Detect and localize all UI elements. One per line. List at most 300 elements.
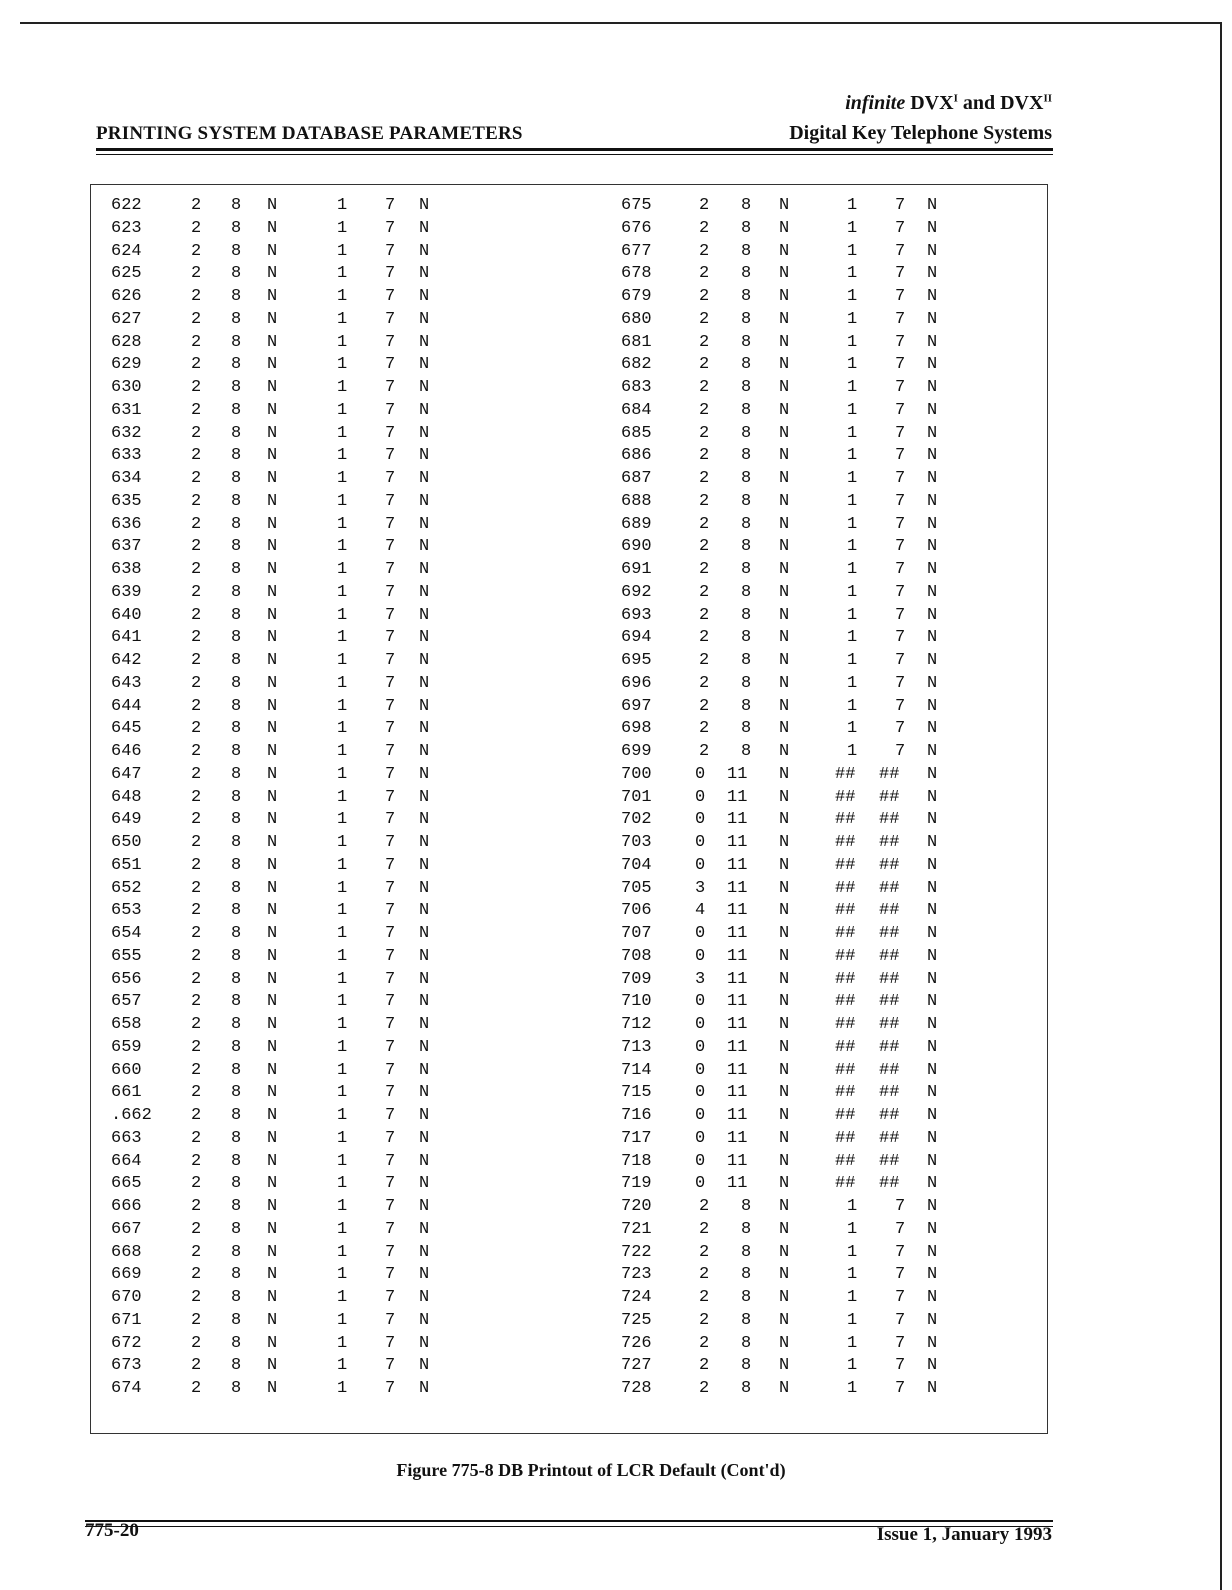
- table-cell: N: [419, 196, 430, 215]
- table-cell: 1: [847, 560, 858, 579]
- table-cell: 1: [337, 673, 348, 693]
- table-cell-route-number: 713: [621, 1037, 652, 1057]
- table-cell: N: [779, 355, 790, 375]
- table-cell: N: [267, 742, 278, 761]
- table-cell: 11: [727, 1083, 748, 1103]
- table-cell: 4: [695, 901, 706, 921]
- table-cell: N: [267, 241, 278, 261]
- table-cell: ##: [879, 1037, 900, 1057]
- table-cell: 7: [385, 355, 396, 375]
- table-cell: N: [927, 1106, 938, 1125]
- table-cell: ##: [835, 992, 856, 1012]
- table-cell: 11: [727, 1128, 748, 1148]
- table-cell: 7: [895, 287, 906, 306]
- table-cell: 2: [191, 196, 202, 215]
- table-cell-route-number: 696: [621, 673, 652, 693]
- table-cell: N: [267, 1197, 278, 1216]
- table-cell: N: [779, 241, 790, 261]
- table-cell-route-number: 719: [621, 1174, 652, 1194]
- table-cell: 1: [337, 992, 348, 1012]
- table-cell-route-number: 649: [111, 810, 142, 830]
- table-cell: 2: [191, 309, 202, 329]
- table-cell: 1: [337, 469, 348, 488]
- table-cell: 7: [385, 1060, 396, 1080]
- table-cell-route-number: 721: [621, 1219, 652, 1239]
- table-cell: N: [419, 491, 430, 511]
- table-cell: 7: [385, 332, 396, 352]
- table-cell: 7: [895, 742, 906, 761]
- table-cell: 2: [191, 400, 202, 420]
- table-cell: 7: [385, 878, 396, 898]
- table-cell-route-number: 712: [621, 1015, 652, 1034]
- table-cell: N: [267, 855, 278, 875]
- table-cell: N: [927, 1083, 938, 1103]
- table-cell: N: [419, 742, 430, 761]
- product-sup-2: II: [1043, 92, 1052, 105]
- table-cell: N: [267, 1242, 278, 1262]
- table-cell-route-number: 688: [621, 491, 652, 511]
- table-cell: N: [927, 742, 938, 761]
- table-cell: N: [267, 355, 278, 375]
- table-cell: N: [779, 1083, 790, 1103]
- table-cell: 7: [385, 400, 396, 420]
- table-cell: 8: [231, 1197, 242, 1216]
- table-cell: 7: [895, 673, 906, 693]
- table-cell: N: [779, 605, 790, 625]
- table-cell: 2: [699, 1379, 710, 1398]
- table-cell: 0: [695, 1015, 706, 1034]
- table-cell: ##: [835, 810, 856, 830]
- table-cell: 2: [191, 719, 202, 739]
- table-cell: N: [927, 1265, 938, 1285]
- table-cell: 1: [337, 764, 348, 784]
- table-cell: N: [927, 491, 938, 511]
- page-number: 775-20: [85, 1520, 139, 1541]
- table-cell-route-number: 637: [111, 537, 142, 557]
- table-cell: 2: [699, 560, 710, 579]
- table-cell: N: [779, 1219, 790, 1239]
- table-cell: 1: [337, 1379, 348, 1398]
- table-cell: ##: [835, 1015, 856, 1034]
- table-cell: 1: [847, 1310, 858, 1330]
- table-cell: N: [419, 537, 430, 557]
- table-cell: N: [779, 1174, 790, 1194]
- table-cell: N: [267, 378, 278, 397]
- table-cell: 8: [741, 1242, 752, 1262]
- table-cell: 8: [231, 924, 242, 943]
- table-cell: 2: [699, 287, 710, 306]
- table-cell: N: [927, 469, 938, 488]
- table-cell: N: [927, 1333, 938, 1353]
- table-cell-route-number: 655: [111, 946, 142, 966]
- table-cell-route-number: 646: [111, 742, 142, 761]
- product-and-dvx: and DVX: [962, 92, 1044, 114]
- table-cell: 1: [847, 719, 858, 739]
- table-cell: 7: [385, 992, 396, 1012]
- table-cell-route-number: 665: [111, 1174, 142, 1194]
- table-cell: N: [779, 560, 790, 579]
- table-cell: N: [927, 787, 938, 807]
- table-cell: N: [779, 1106, 790, 1125]
- table-cell: 8: [231, 764, 242, 784]
- table-cell: 8: [231, 969, 242, 989]
- table-cell: 2: [191, 810, 202, 830]
- table-cell: 2: [191, 1037, 202, 1057]
- table-cell: 7: [385, 1037, 396, 1057]
- table-cell: N: [779, 901, 790, 921]
- table-cell: 8: [231, 810, 242, 830]
- table-cell-route-number: 624: [111, 241, 142, 261]
- table-cell: 2: [191, 1151, 202, 1171]
- table-cell: 1: [337, 332, 348, 352]
- table-cell: 8: [741, 378, 752, 397]
- table-cell: 7: [385, 1219, 396, 1239]
- table-cell: 8: [231, 1151, 242, 1171]
- table-cell: 1: [847, 605, 858, 625]
- table-cell: 2: [191, 1174, 202, 1194]
- table-cell: ##: [835, 1174, 856, 1194]
- table-cell: N: [267, 719, 278, 739]
- table-cell: 8: [741, 491, 752, 511]
- table-cell: N: [779, 537, 790, 557]
- table-cell: 8: [231, 946, 242, 966]
- table-cell: 0: [695, 810, 706, 830]
- table-cell: 7: [385, 560, 396, 579]
- table-cell: 7: [385, 423, 396, 443]
- table-cell: N: [927, 378, 938, 397]
- table-cell: 8: [231, 378, 242, 397]
- table-cell-route-number: 640: [111, 605, 142, 625]
- table-cell: N: [419, 1219, 430, 1239]
- table-cell: 2: [191, 696, 202, 716]
- table-cell: N: [419, 1356, 430, 1376]
- table-cell: 1: [337, 400, 348, 420]
- table-cell: N: [779, 514, 790, 534]
- table-cell: 1: [337, 1128, 348, 1148]
- table-cell: 2: [191, 969, 202, 989]
- table-cell: N: [419, 332, 430, 352]
- table-cell: N: [779, 1197, 790, 1216]
- table-cell: 8: [741, 651, 752, 670]
- table-cell: N: [267, 309, 278, 329]
- table-cell: 1: [337, 1015, 348, 1034]
- issue-date: Issue 1, January 1993: [876, 1524, 1052, 1545]
- table-cell: 7: [895, 309, 906, 329]
- table-cell: 1: [337, 1037, 348, 1057]
- table-cell: 7: [895, 560, 906, 579]
- table-cell: 8: [741, 355, 752, 375]
- table-cell: 2: [191, 537, 202, 557]
- table-cell: N: [927, 924, 938, 943]
- table-cell: N: [779, 764, 790, 784]
- table-cell: 7: [385, 1265, 396, 1285]
- table-cell: 8: [231, 833, 242, 852]
- table-cell: N: [779, 1128, 790, 1148]
- table-cell: 7: [895, 1197, 906, 1216]
- table-cell: 7: [385, 833, 396, 852]
- table-cell: N: [927, 628, 938, 648]
- table-cell: 1: [847, 469, 858, 488]
- table-cell: N: [927, 1219, 938, 1239]
- table-cell: N: [267, 218, 278, 238]
- table-cell: 11: [727, 992, 748, 1012]
- table-cell: 0: [695, 1083, 706, 1103]
- table-cell: N: [779, 719, 790, 739]
- table-cell: 7: [895, 1265, 906, 1285]
- table-cell: N: [267, 924, 278, 943]
- table-cell: N: [927, 1242, 938, 1262]
- table-cell: N: [927, 878, 938, 898]
- table-cell: 11: [727, 1037, 748, 1057]
- table-cell: 7: [895, 1379, 906, 1398]
- table-cell: 8: [231, 787, 242, 807]
- table-cell: 2: [191, 673, 202, 693]
- table-cell: 7: [895, 446, 906, 466]
- table-cell: N: [419, 1037, 430, 1057]
- table-cell: N: [419, 924, 430, 943]
- product-italic: infinite: [845, 92, 906, 114]
- product-title: [845, 92, 1052, 115]
- table-cell: 2: [699, 309, 710, 329]
- table-cell: 8: [231, 332, 242, 352]
- table-cell-route-number: 725: [621, 1310, 652, 1330]
- table-cell: N: [267, 582, 278, 602]
- table-cell: 2: [699, 1310, 710, 1330]
- table-cell: 8: [231, 196, 242, 215]
- table-cell: 11: [727, 1106, 748, 1125]
- table-cell: 1: [337, 1174, 348, 1194]
- table-cell: N: [267, 1060, 278, 1080]
- table-cell: 7: [385, 1083, 396, 1103]
- table-cell: ##: [879, 1174, 900, 1194]
- product-sup-1: I: [953, 92, 958, 105]
- table-cell: N: [419, 992, 430, 1012]
- table-cell: N: [927, 1037, 938, 1057]
- table-cell: 2: [191, 1060, 202, 1080]
- table-cell: 2: [699, 355, 710, 375]
- table-cell: 1: [847, 400, 858, 420]
- table-cell: ##: [879, 924, 900, 943]
- table-cell: 7: [895, 1288, 906, 1307]
- table-cell-route-number: 701: [621, 787, 652, 807]
- table-cell-route-number: 710: [621, 992, 652, 1012]
- table-cell: 7: [385, 378, 396, 397]
- table-cell: 1: [337, 924, 348, 943]
- table-cell: 7: [895, 378, 906, 397]
- table-cell: 7: [385, 605, 396, 625]
- table-cell: 2: [699, 514, 710, 534]
- table-cell: 1: [337, 355, 348, 375]
- table-cell: ##: [879, 878, 900, 898]
- table-cell: 2: [699, 1333, 710, 1353]
- table-cell: 7: [385, 1242, 396, 1262]
- table-cell: N: [267, 1128, 278, 1148]
- table-cell-route-number: 674: [111, 1379, 142, 1398]
- table-cell: 2: [191, 742, 202, 761]
- table-cell: 11: [727, 1151, 748, 1171]
- table-cell: 8: [231, 1015, 242, 1034]
- table-cell: 8: [231, 400, 242, 420]
- table-cell: 7: [385, 582, 396, 602]
- table-cell-route-number: 707: [621, 924, 652, 943]
- table-cell: N: [779, 1288, 790, 1307]
- table-cell: N: [419, 1015, 430, 1034]
- table-cell: 2: [191, 833, 202, 852]
- table-cell: 1: [847, 309, 858, 329]
- table-cell: N: [779, 287, 790, 306]
- table-cell: N: [419, 628, 430, 648]
- table-cell-route-number: 650: [111, 833, 142, 852]
- table-cell: 7: [895, 696, 906, 716]
- system-title: Digital Key Telephone Systems: [789, 122, 1052, 144]
- table-cell: 2: [699, 332, 710, 352]
- footer-rule-thick: [85, 1520, 1053, 1522]
- table-cell: 11: [727, 764, 748, 784]
- table-cell: N: [419, 878, 430, 898]
- table-cell: N: [927, 400, 938, 420]
- table-cell: 2: [191, 946, 202, 966]
- table-cell: 2: [191, 787, 202, 807]
- table-cell: 8: [231, 855, 242, 875]
- table-cell: N: [419, 560, 430, 579]
- table-cell-route-number: 661: [111, 1083, 142, 1103]
- table-cell: 8: [231, 1333, 242, 1353]
- table-cell: 1: [337, 264, 348, 284]
- table-cell: N: [419, 264, 430, 284]
- table-cell-route-number: 676: [621, 218, 652, 238]
- table-cell: 8: [231, 901, 242, 921]
- table-cell: N: [779, 423, 790, 443]
- table-cell: ##: [879, 1106, 900, 1125]
- table-cell: 2: [699, 378, 710, 397]
- table-cell: 7: [385, 810, 396, 830]
- table-cell: 8: [231, 742, 242, 761]
- table-cell: N: [927, 423, 938, 443]
- table-cell: ##: [879, 901, 900, 921]
- table-cell: N: [927, 1288, 938, 1307]
- table-cell: 8: [231, 628, 242, 648]
- table-cell: N: [419, 423, 430, 443]
- table-cell: N: [267, 1083, 278, 1103]
- table-cell: N: [927, 196, 938, 215]
- table-cell: N: [927, 1060, 938, 1080]
- table-cell-route-number: 699: [621, 742, 652, 761]
- table-cell: N: [779, 696, 790, 716]
- table-cell: N: [419, 1151, 430, 1171]
- table-cell: N: [419, 309, 430, 329]
- table-cell-route-number: 641: [111, 628, 142, 648]
- table-cell: 1: [337, 628, 348, 648]
- table-cell: N: [419, 1197, 430, 1216]
- table-cell: 1: [847, 491, 858, 511]
- table-cell: ##: [835, 1037, 856, 1057]
- table-cell-route-number: 652: [111, 878, 142, 898]
- table-cell-route-number: 727: [621, 1356, 652, 1376]
- table-cell: N: [779, 1379, 790, 1398]
- table-cell: 1: [337, 560, 348, 579]
- table-cell-route-number: 673: [111, 1356, 142, 1376]
- table-cell: ##: [835, 787, 856, 807]
- table-cell: 2: [191, 1356, 202, 1376]
- table-cell: N: [779, 1265, 790, 1285]
- table-cell-route-number: 626: [111, 287, 142, 306]
- table-cell: 7: [385, 855, 396, 875]
- table-cell: N: [927, 969, 938, 989]
- table-cell: 2: [191, 1128, 202, 1148]
- table-cell: N: [267, 1037, 278, 1057]
- table-cell: 0: [695, 924, 706, 943]
- table-cell: 1: [337, 1106, 348, 1125]
- table-cell: ##: [835, 924, 856, 943]
- table-cell: 8: [741, 469, 752, 488]
- table-cell: 2: [191, 1333, 202, 1353]
- table-cell: N: [419, 355, 430, 375]
- table-cell: N: [267, 537, 278, 557]
- table-cell: 7: [385, 241, 396, 261]
- table-cell-route-number: 653: [111, 901, 142, 921]
- table-cell: 8: [741, 537, 752, 557]
- table-cell: N: [267, 400, 278, 420]
- table-cell: 7: [385, 309, 396, 329]
- table-cell: 1: [337, 833, 348, 852]
- table-cell: 8: [741, 309, 752, 329]
- table-cell: 1: [337, 537, 348, 557]
- table-cell: N: [267, 901, 278, 921]
- table-cell: N: [927, 241, 938, 261]
- table-cell-route-number: 715: [621, 1083, 652, 1103]
- table-cell-route-number: 683: [621, 378, 652, 397]
- table-cell: 2: [191, 1015, 202, 1034]
- table-cell: N: [267, 1106, 278, 1125]
- table-cell: 2: [191, 1288, 202, 1307]
- table-cell: N: [779, 1151, 790, 1171]
- table-cell: N: [267, 628, 278, 648]
- table-cell-route-number: 697: [621, 696, 652, 716]
- table-cell: 8: [741, 264, 752, 284]
- table-cell: 8: [231, 1037, 242, 1057]
- table-cell: ##: [879, 1083, 900, 1103]
- table-cell: N: [779, 1015, 790, 1034]
- table-cell: N: [267, 969, 278, 989]
- table-cell-route-number: 671: [111, 1310, 142, 1330]
- table-cell: 8: [231, 1060, 242, 1080]
- table-cell: ##: [835, 833, 856, 852]
- product-dvx: DVX: [910, 92, 954, 114]
- table-cell: 1: [337, 742, 348, 761]
- table-cell: 1: [337, 787, 348, 807]
- table-cell: N: [267, 446, 278, 466]
- table-cell: N: [927, 1197, 938, 1216]
- table-cell: 8: [741, 423, 752, 443]
- table-cell: 7: [895, 1219, 906, 1239]
- table-cell: 7: [385, 924, 396, 943]
- table-cell: 2: [191, 1265, 202, 1285]
- table-cell: N: [779, 218, 790, 238]
- table-cell: 8: [741, 605, 752, 625]
- table-cell: 0: [695, 992, 706, 1012]
- table-cell: 2: [191, 1197, 202, 1216]
- table-cell: 1: [337, 218, 348, 238]
- table-cell-route-number: 680: [621, 309, 652, 329]
- table-cell: N: [419, 901, 430, 921]
- table-cell: 8: [741, 218, 752, 238]
- table-cell-route-number: 664: [111, 1151, 142, 1171]
- table-cell: 1: [847, 582, 858, 602]
- table-cell-route-number: 657: [111, 992, 142, 1012]
- table-cell: N: [267, 1265, 278, 1285]
- table-cell: N: [419, 1310, 430, 1330]
- table-cell-route-number: 724: [621, 1288, 652, 1307]
